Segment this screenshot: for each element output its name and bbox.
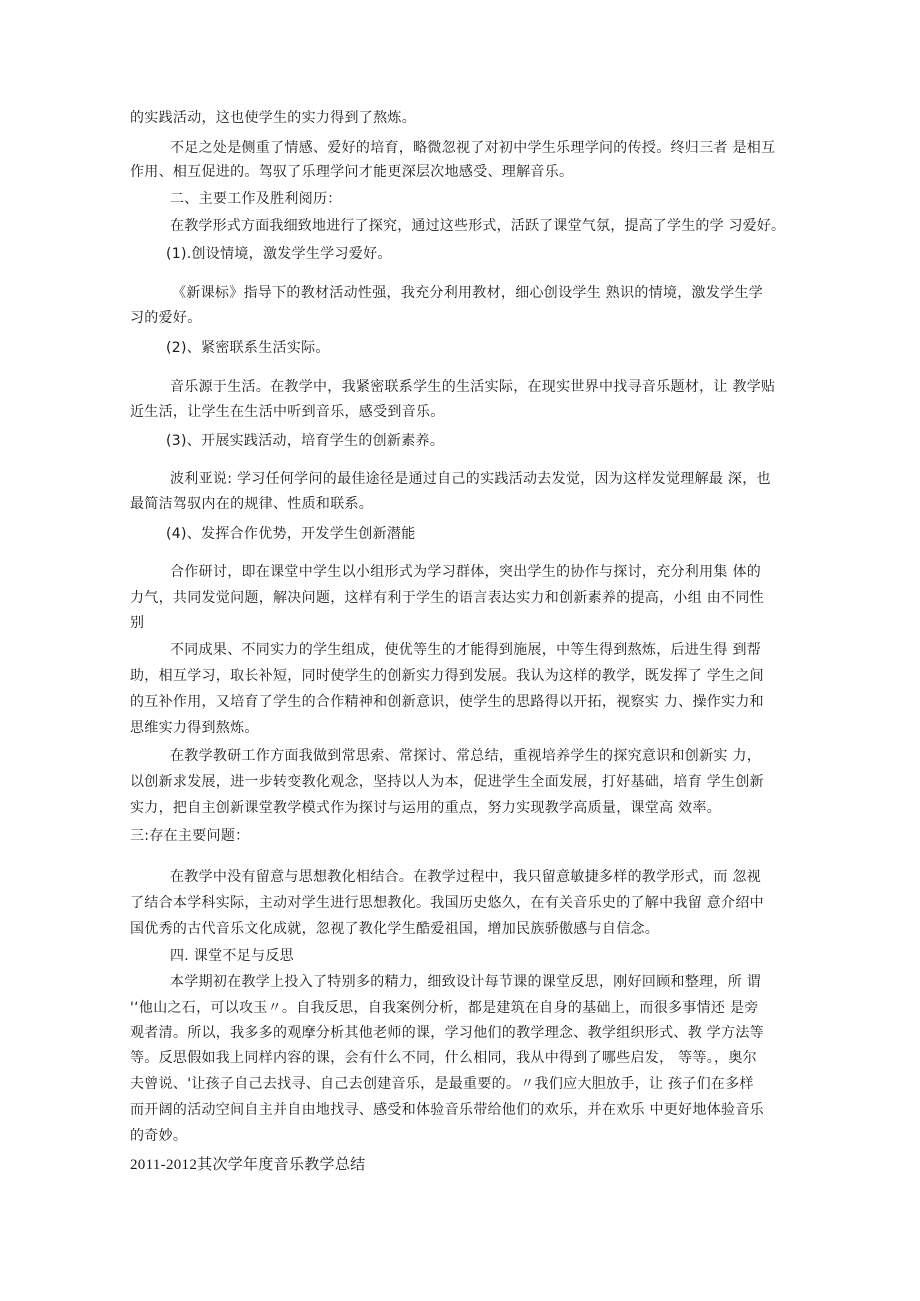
text-line: 等。反思假如我上同样内容的课，会有什么不同，什么相同，我从中得到了哪些启发， 等等。，奥尔 <box>130 1050 757 1066</box>
text-line: 了结合本学科实际，主动对学生进行思想教化。我国历史悠久，在有关音乐史的了解中我留 意介绍中 <box>130 895 764 911</box>
text-line: '‘他山之石，可以攻玉〃。自我反思，自我案例分析，都是建筑在自身的基础上，而很多事情还 是旁 <box>130 1000 759 1016</box>
text-line: 波利亚说: 学习任何学问的最佳途径是通过自己的实践活动去发觉，因为这样发觉理解最 深，也 <box>170 471 771 487</box>
text-line: 《新课标》指导下的教材活动性强，我充分利用教材，细心创设学生 熟识的情境，激发学生学 <box>172 285 764 301</box>
text-line: 的奇妙。 <box>130 1128 188 1144</box>
text-line: 在教学中没有留意与思想教化相结合。在教学过程中，我只留意敏捷多样的教学形式，而 忽视 <box>170 869 762 885</box>
text-line: 合作研讨，即在课堂中学生以小组形式为学习群体，突出学生的协作与探讨，充分利用集 体的 <box>170 564 762 580</box>
text-line: 实力，把自主创新课堂教学模式作为探讨与运用的重点，努力实现教学高质量，课堂高 效率。 <box>130 800 722 816</box>
text-line: 而开阔的活动空间自主并自由地找寻、感受和体验音乐带给他们的欢乐，并在欢乐 中更好地体验音乐 <box>130 1102 764 1118</box>
section-heading: 二、主要工作及胜利阅历： <box>170 191 342 207</box>
sub-heading: (2)、紧密联系生活实际。 <box>166 340 330 356</box>
text-line: 习的爱好。 <box>130 310 202 326</box>
text-line: 最简洁驾驭内在的规律、性质和联系。 <box>130 496 374 512</box>
text-line: 以创新求发展，进一步转变教化观念，坚持以人为本，促进学生全面发展，打好基础，培育 学生创新 <box>130 774 764 790</box>
text-line: 的实践活动，这也使学生的实力得到了熬炼。 <box>130 110 416 126</box>
sub-heading: (4)、发挥合作优势，开发学生创新潜能 <box>166 526 416 542</box>
text-line: 在教学形式方面我细致地进行了探究，通过这些形式，活跃了课堂气氛，提高了学生的学 习爱好。 <box>170 218 786 234</box>
text-line: 不足之处是侧重了情感、爱好的培育，略微忽视了对初中学生乐理学问的传授。终归三者 是相互 <box>170 140 776 156</box>
text-line: 近生活，让学生在生活中听到音乐，感受到音乐。 <box>130 404 445 420</box>
sub-heading: (3)、开展实践活动，培育学生的创新素养。 <box>166 433 445 449</box>
text-line: 国优秀的古代音乐文化成就，忽视了教化学生酷爱祖国，增加民族骄傲感与自信念。 <box>130 921 660 937</box>
document-title: 2011-2012其次学年度音乐教学总结 <box>130 1157 366 1173</box>
sub-heading: (1).创设情境，激发学生学习爱好。 <box>166 246 392 262</box>
text-line: 夫曾说、'让孩子自己去找寻、自己去创建音乐，是最重要的。〃我们应大胆放手，让 孩子们在多样 <box>130 1076 754 1092</box>
section-heading: 四. 课堂不足与反思 <box>170 948 294 964</box>
text-line: 思维实力得到熬炼。 <box>130 720 259 736</box>
text-line: 作用、相互促进的。驾驭了乐理学问才能更深层次地感受、理解音乐。 <box>130 164 574 180</box>
text-line: 不同成果、不同实力的学生组成，使优等生的才能得到施展，中等生得到熬炼，后进生得 到帮 <box>170 642 762 658</box>
text-line: 力气，共同发觉问题，解决问题，这样有利于学生的语言表达实力和创新素养的提高，小组 由不同性 <box>130 590 764 606</box>
text-line: 的互补作用，又培育了学生的合作精神和创新意识，使学生的思路得以开拓，视察实 力、操作实力和 <box>130 694 764 710</box>
text-line: 助，相互学习，取长补短，同时使学生的创新实力得到发展。我认为这样的教学，既发挥了 学生之间 <box>130 668 764 684</box>
text-line: 本学期初在教学上投入了特别多的精力，细致设计每节课的课堂反思，刚好回顾和整理，所 谓 <box>170 974 762 990</box>
text-line: 音乐源于生活。在教学中，我紧密联系学生的生活实际，在现实世界中找寻音乐题材，让 教学贴 <box>170 379 776 395</box>
section-heading: 三:存在主要问题： <box>130 828 250 844</box>
text-line: 观者清。所以，我多多的观摩分析其他老师的课，学习他们的教学理念、教学组织形式、教 学方法等 <box>130 1025 764 1041</box>
text-line: 别 <box>130 615 145 631</box>
text-line: 在教学教研工作方面我做到常思索、常探讨、常总结，重视培养学生的探究意识和创新实 力， <box>170 748 762 764</box>
